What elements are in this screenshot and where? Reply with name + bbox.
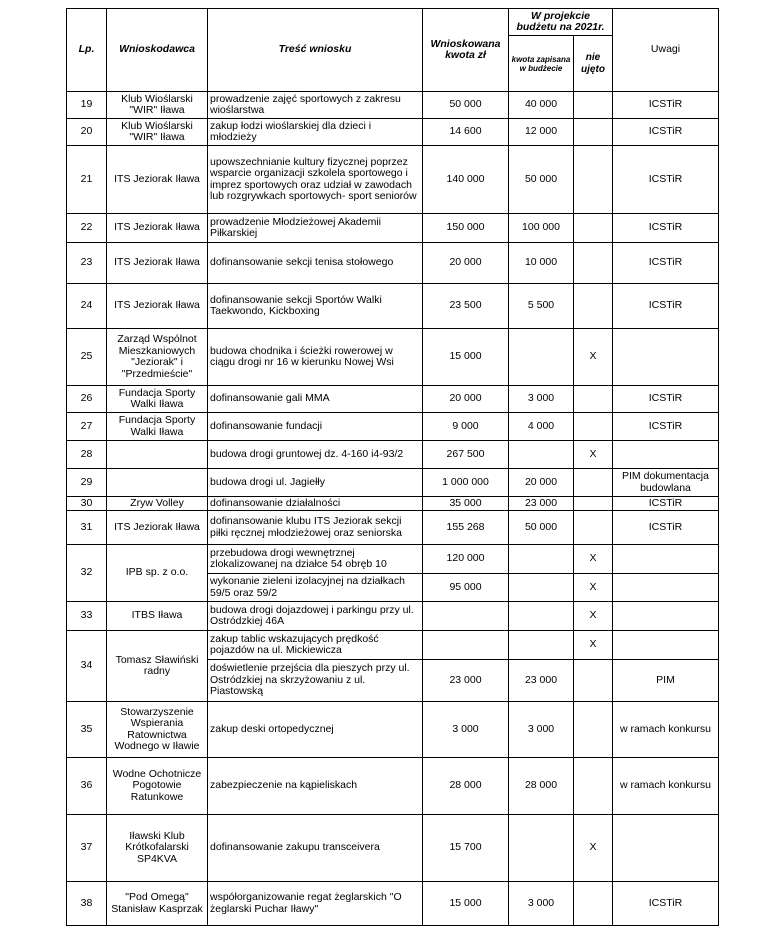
cell-content: dofinansowanie zakupu transceivera xyxy=(208,815,423,882)
cell-notes: ICSTiR xyxy=(613,497,719,511)
cell-not-included: X xyxy=(574,441,613,469)
header-content: Treść wniosku xyxy=(208,9,423,92)
cell-budget: 100 000 xyxy=(509,214,574,243)
cell-requested: 120 000 xyxy=(423,545,509,574)
cell-requested: 15 000 xyxy=(423,329,509,386)
cell-applicant: Iławski Klub Krótkofalarski SP4KVA xyxy=(107,815,208,882)
cell-not-included: X xyxy=(574,631,613,660)
cell-budget: 3 000 xyxy=(509,386,574,413)
table-row xyxy=(67,214,719,243)
cell-applicant: ITS Jeziorak Iława xyxy=(107,284,208,329)
cell-requested: 14 600 xyxy=(423,119,509,146)
cell-applicant: Zryw Volley xyxy=(107,497,208,511)
cell-lp: 20 xyxy=(67,119,107,146)
cell-content: przebudowa drogi wewnętrznej zlokalizowanej na działce 54 obręb 10 xyxy=(208,545,423,574)
cell-applicant: Fundacja Sporty Walki Iława xyxy=(107,413,208,441)
cell-requested: 3 000 xyxy=(423,702,509,758)
table-row xyxy=(67,243,719,284)
table-row xyxy=(67,329,719,386)
cell-lp: 21 xyxy=(67,146,107,214)
cell-content: wykonanie zieleni izolacyjnej na działkach 59/5 oraz 59/2 xyxy=(208,574,423,602)
cell-notes: ICSTiR xyxy=(613,119,719,146)
table-row xyxy=(67,441,719,469)
cell-budget: 50 000 xyxy=(509,511,574,545)
cell-notes: ICSTiR xyxy=(613,284,719,329)
table-row xyxy=(67,631,719,660)
cell-notes: ICSTiR xyxy=(613,386,719,413)
cell-notes: ICSTiR xyxy=(613,882,719,926)
cell-requested xyxy=(423,602,509,631)
cell-budget xyxy=(509,602,574,631)
cell-not-included: X xyxy=(574,602,613,631)
cell-content: prowadzenie zajęć sportowych z zakresu wioślarstwa xyxy=(208,92,423,119)
header-budget-amount: kwota zapisana w budżecie xyxy=(509,36,574,92)
cell-budget: 4 000 xyxy=(509,413,574,441)
cell-budget: 12 000 xyxy=(509,119,574,146)
cell-notes: w ramach konkursu xyxy=(613,702,719,758)
cell-applicant: Fundacja Sporty Walki Iława xyxy=(107,386,208,413)
cell-not-included xyxy=(574,243,613,284)
cell-notes xyxy=(613,815,719,882)
cell-lp: 38 xyxy=(67,882,107,926)
cell-lp: 35 xyxy=(67,702,107,758)
table-row xyxy=(67,386,719,413)
cell-applicant: Klub Wioślarski "WIR" Iława xyxy=(107,119,208,146)
cell-requested: 15 700 xyxy=(423,815,509,882)
cell-not-included: X xyxy=(574,574,613,602)
cell-requested xyxy=(423,631,509,660)
cell-content: dofinansowanie działalności xyxy=(208,497,423,511)
cell-notes xyxy=(613,602,719,631)
cell-requested: 20 000 xyxy=(423,386,509,413)
cell-not-included xyxy=(574,882,613,926)
header-lp: Lp. xyxy=(67,9,107,92)
cell-applicant: ITS Jeziorak Iława xyxy=(107,511,208,545)
cell-budget xyxy=(509,329,574,386)
cell-not-included xyxy=(574,758,613,815)
cell-notes: w ramach konkursu xyxy=(613,758,719,815)
cell-lp: 26 xyxy=(67,386,107,413)
cell-notes xyxy=(613,631,719,660)
cell-notes: PIM dokumentacja budowlana xyxy=(613,469,719,497)
cell-applicant: Zarząd Wspólnot Mieszkaniowych "Jeziorak" i "Przedmieście" xyxy=(107,329,208,386)
cell-lp: 24 xyxy=(67,284,107,329)
cell-not-included xyxy=(574,92,613,119)
cell-notes: ICSTiR xyxy=(613,92,719,119)
cell-budget: 40 000 xyxy=(509,92,574,119)
cell-budget xyxy=(509,631,574,660)
cell-lp: 36 xyxy=(67,758,107,815)
cell-requested: 15 000 xyxy=(423,882,509,926)
table-row xyxy=(67,284,719,329)
table-row xyxy=(67,758,719,815)
cell-budget: 28 000 xyxy=(509,758,574,815)
cell-applicant: Stowarzyszenie Wspierania Ratownictwa Wodnego w Iławie xyxy=(107,702,208,758)
cell-requested: 9 000 xyxy=(423,413,509,441)
cell-not-included xyxy=(574,413,613,441)
cell-notes: ICSTiR xyxy=(613,243,719,284)
cell-requested: 267 500 xyxy=(423,441,509,469)
table-row xyxy=(67,511,719,545)
cell-content: prowadzenie Młodzieżowej Akademii Piłkarskiej xyxy=(208,214,423,243)
header-notes: Uwagi xyxy=(613,9,719,92)
cell-notes: ICSTiR xyxy=(613,511,719,545)
cell-applicant: IPB sp. z o.o. xyxy=(107,545,208,602)
cell-content: zakup deski ortopedycznej xyxy=(208,702,423,758)
cell-requested: 150 000 xyxy=(423,214,509,243)
cell-applicant: ITS Jeziorak Iława xyxy=(107,243,208,284)
cell-applicant: ITBS Iława xyxy=(107,602,208,631)
cell-requested: 23 000 xyxy=(423,660,509,702)
cell-content: dofinansowanie fundacji xyxy=(208,413,423,441)
table-row xyxy=(67,119,719,146)
table-row xyxy=(67,545,719,574)
table-row xyxy=(67,497,719,511)
table-row xyxy=(67,815,719,882)
cell-notes xyxy=(613,441,719,469)
table-row xyxy=(67,146,719,214)
cell-budget: 20 000 xyxy=(509,469,574,497)
cell-content: doświetlenie przejścia dla pieszych przy ul. Ostródzkiej na skrzyżowaniu z ul. Piastowską xyxy=(208,660,423,702)
cell-requested: 155 268 xyxy=(423,511,509,545)
header-budget-group: W projekcie budżetu na 2021r. xyxy=(509,9,613,36)
cell-not-included: X xyxy=(574,329,613,386)
table-row xyxy=(67,413,719,441)
cell-not-included xyxy=(574,386,613,413)
cell-not-included xyxy=(574,660,613,702)
cell-applicant: ITS Jeziorak Iława xyxy=(107,214,208,243)
cell-lp: 32 xyxy=(67,545,107,602)
cell-requested: 23 500 xyxy=(423,284,509,329)
cell-not-included xyxy=(574,119,613,146)
cell-content: budowa drogi gruntowej dz. 4-160 i4-93/2 xyxy=(208,441,423,469)
cell-content: budowa chodnika i ścieżki rowerowej w ciągu drogi nr 16 w kierunku Nowej Wsi xyxy=(208,329,423,386)
cell-lp: 29 xyxy=(67,469,107,497)
cell-content: budowa drogi ul. Jagiełły xyxy=(208,469,423,497)
cell-lp: 23 xyxy=(67,243,107,284)
cell-budget xyxy=(509,441,574,469)
header-not-included: nie ujęto xyxy=(574,36,613,92)
cell-budget: 50 000 xyxy=(509,146,574,214)
cell-notes: PIM xyxy=(613,660,719,702)
cell-content: budowa drogi dojazdowej i parkingu przy ul. Ostródzkiej 46A xyxy=(208,602,423,631)
cell-applicant: "Pod Omegą" Stanisław Kasprzak xyxy=(107,882,208,926)
cell-applicant xyxy=(107,469,208,497)
cell-requested: 28 000 xyxy=(423,758,509,815)
cell-content: dofinansowanie sekcji tenisa stołowego xyxy=(208,243,423,284)
cell-requested: 140 000 xyxy=(423,146,509,214)
cell-notes xyxy=(613,545,719,574)
proposals-table xyxy=(66,8,719,926)
cell-lp: 31 xyxy=(67,511,107,545)
cell-content: zakup tablic wskazujących prędkość pojazdów na ul. Mickiewicza xyxy=(208,631,423,660)
cell-lp: 37 xyxy=(67,815,107,882)
table-row xyxy=(67,92,719,119)
cell-content: współorganizowanie regat żeglarskich "O żeglarski Puchar Iławy" xyxy=(208,882,423,926)
cell-lp: 25 xyxy=(67,329,107,386)
cell-content: zakup łodzi wioślarskiej dla dzieci i młodzieży xyxy=(208,119,423,146)
table-row xyxy=(67,469,719,497)
cell-applicant xyxy=(107,441,208,469)
cell-content: zabezpieczenie na kąpieliskach xyxy=(208,758,423,815)
cell-not-included xyxy=(574,284,613,329)
cell-budget: 10 000 xyxy=(509,243,574,284)
cell-notes: ICSTiR xyxy=(613,214,719,243)
cell-content: dofinansowanie gali MMA xyxy=(208,386,423,413)
cell-content: dofinansowanie sekcji Sportów Walki Taekwondo, Kickboxing xyxy=(208,284,423,329)
table-row xyxy=(67,602,719,631)
cell-lp: 19 xyxy=(67,92,107,119)
cell-lp: 22 xyxy=(67,214,107,243)
cell-lp: 34 xyxy=(67,631,107,702)
cell-budget xyxy=(509,545,574,574)
cell-notes xyxy=(613,329,719,386)
cell-lp: 27 xyxy=(67,413,107,441)
cell-content: upowszechnianie kultury fizycznej poprzez wsparcie organizacji szkolela sportowego i imprez sportowych oraz udział w zawodach lub rozgrywkach sportowych- sport seniorów xyxy=(208,146,423,214)
cell-not-included: X xyxy=(574,815,613,882)
cell-applicant: Wodne Ochotnicze Pogotowie Ratunkowe xyxy=(107,758,208,815)
cell-budget: 5 500 xyxy=(509,284,574,329)
table-row xyxy=(67,702,719,758)
cell-budget: 23 000 xyxy=(509,660,574,702)
cell-budget: 23 000 xyxy=(509,497,574,511)
cell-notes xyxy=(613,574,719,602)
cell-requested: 20 000 xyxy=(423,243,509,284)
cell-not-included xyxy=(574,511,613,545)
header-applicant: Wnioskodawca xyxy=(107,9,208,92)
cell-requested: 1 000 000 xyxy=(423,469,509,497)
cell-requested: 50 000 xyxy=(423,92,509,119)
cell-not-included xyxy=(574,469,613,497)
cell-lp: 28 xyxy=(67,441,107,469)
cell-not-included xyxy=(574,214,613,243)
cell-requested: 35 000 xyxy=(423,497,509,511)
cell-requested: 95 000 xyxy=(423,574,509,602)
table-row xyxy=(67,882,719,926)
cell-lp: 33 xyxy=(67,602,107,631)
cell-budget: 3 000 xyxy=(509,882,574,926)
cell-budget xyxy=(509,574,574,602)
header-requested: Wnioskowana kwota zł xyxy=(423,9,509,92)
cell-lp: 30 xyxy=(67,497,107,511)
cell-budget: 3 000 xyxy=(509,702,574,758)
cell-content: dofinansowanie klubu ITS Jeziorak sekcji piłki ręcznej młodzieżowej oraz seniorska xyxy=(208,511,423,545)
cell-applicant: Tomasz Sławiński radny xyxy=(107,631,208,702)
cell-applicant: Klub Wioślarski "WIR" Iława xyxy=(107,92,208,119)
cell-not-included xyxy=(574,702,613,758)
cell-applicant: ITS Jeziorak Iława xyxy=(107,146,208,214)
cell-notes: ICSTiR xyxy=(613,146,719,214)
cell-not-included xyxy=(574,497,613,511)
table-body xyxy=(67,92,719,926)
cell-notes: ICSTiR xyxy=(613,413,719,441)
cell-not-included xyxy=(574,146,613,214)
cell-budget xyxy=(509,815,574,882)
cell-not-included: X xyxy=(574,545,613,574)
